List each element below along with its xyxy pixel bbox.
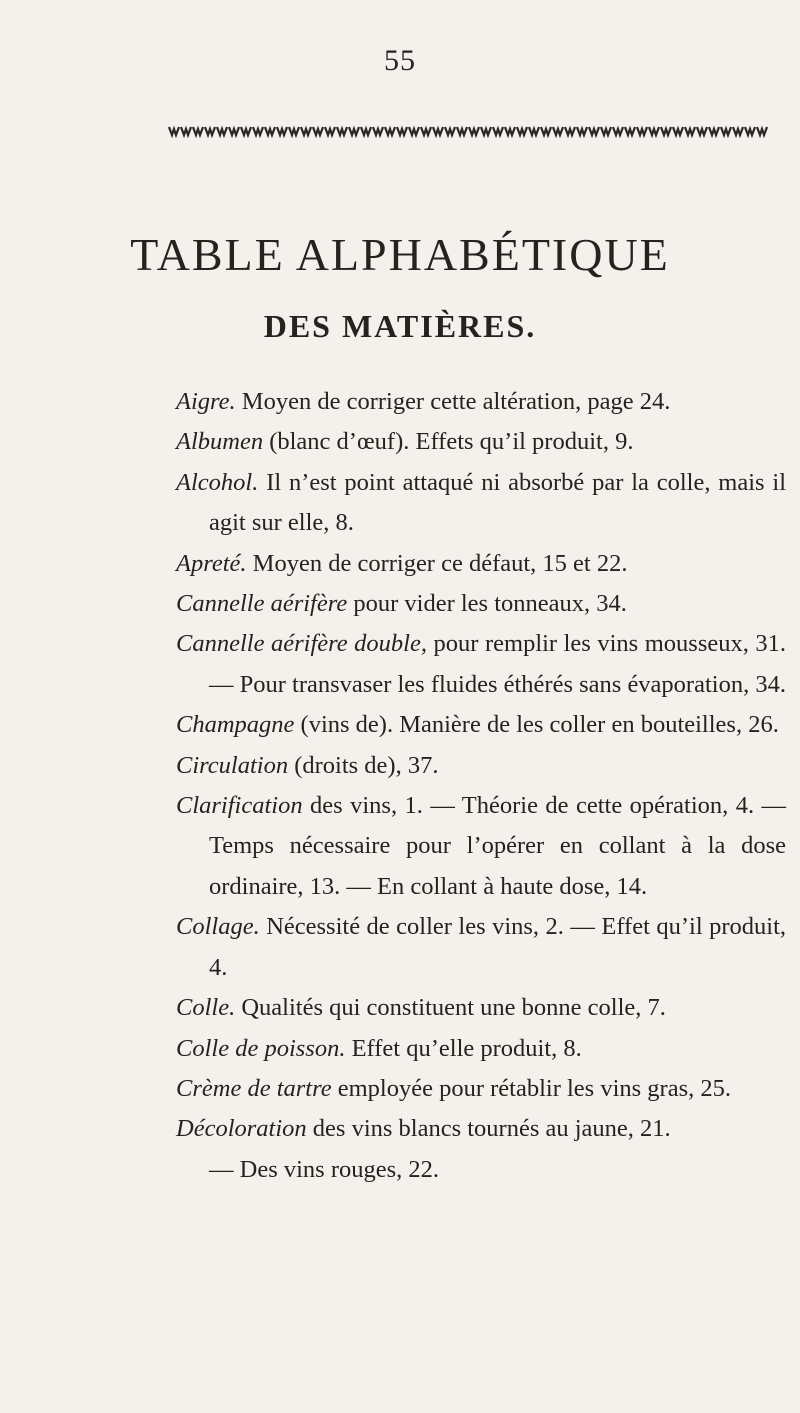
index-entry [176, 624, 786, 705]
entry-term: Champagne [176, 711, 295, 739]
index-entry [176, 705, 786, 745]
index-entry [176, 422, 786, 462]
entry-term: Cannelle aérifère [176, 590, 348, 618]
entry-text: pour vider les tonneaux, 34. [353, 590, 627, 618]
entry-text: Moyen de corriger cette altération, page 24. [241, 388, 671, 415]
index-entry [176, 382, 786, 422]
entry-text: pour remplir les vins mousseux, 31. — Pour transvaser les fluides éthérés sans évaporation, 34. [209, 630, 787, 698]
entry-text: employée pour rétablir les vins gras, 25. [337, 1074, 731, 1102]
entry-text: Qualités qui constituent une bonne colle, 7. [241, 994, 666, 1022]
index-entry [176, 544, 786, 584]
entry-text: des vins, 1. — Théorie de cette opération, 4. — Temps nécessaire pour l’opérer en collant à la dose ordinaire, 13. — En collant à haute dose, 14. [209, 792, 787, 900]
entry-term: Alcohol. [176, 468, 259, 496]
index-entry [176, 463, 786, 544]
entry-term: Colle. [176, 994, 236, 1022]
ornamental-rule [168, 124, 768, 138]
entry-term: Décoloration [176, 1115, 307, 1143]
entry-text: Moyen de corriger ce défaut, 15 et 22. [252, 549, 628, 577]
entry-term: Crème de tartre [176, 1074, 332, 1102]
entry-term: Aigre. [176, 388, 236, 415]
entry-term: Apreté. [176, 549, 247, 577]
entry-term: Clarification [176, 792, 303, 820]
entry-term: Collage. [176, 913, 260, 941]
entry-text: (blanc d’œuf). Effets qu’il produit, 9. [269, 428, 634, 456]
page-number: 55 [384, 44, 416, 77]
index-entry [176, 1109, 786, 1149]
index-entry [176, 584, 786, 624]
index-entry [176, 907, 786, 988]
index-entry [176, 786, 786, 907]
index-entry-continuation [176, 1150, 786, 1190]
index-entries [176, 382, 786, 1190]
table-subtitle: DES MATIÈRES. [263, 308, 537, 344]
index-entry [176, 1029, 786, 1069]
entry-text: — Des vins rouges, 22. [209, 1155, 440, 1183]
entry-term: Cannelle aérifère double, [176, 630, 427, 658]
index-entry [176, 1069, 786, 1109]
entry-text: (vins de). Manière de les coller en bouteilles, 26. [300, 711, 779, 739]
entry-term: Colle de poisson. [176, 1034, 346, 1062]
index-entry [176, 988, 786, 1028]
entry-term: Circulation [176, 751, 289, 779]
entry-text: Nécessité de coller les vins, 2. — Effet qu’il produit, 4. [209, 913, 786, 981]
entry-term: Albumen [176, 428, 264, 456]
table-title: TABLE ALPHABÉTIQUE [130, 229, 670, 280]
entry-text: (droits de), 37. [294, 751, 439, 779]
index-entry [176, 746, 786, 786]
entry-text: Il n’est point attaqué ni absorbé par la colle, mais il agit sur elle, 8. [209, 468, 787, 537]
entry-text: Effet qu’elle produit, 8. [351, 1034, 582, 1062]
entry-text: des vins blancs tournés au jaune, 21. [312, 1115, 671, 1143]
